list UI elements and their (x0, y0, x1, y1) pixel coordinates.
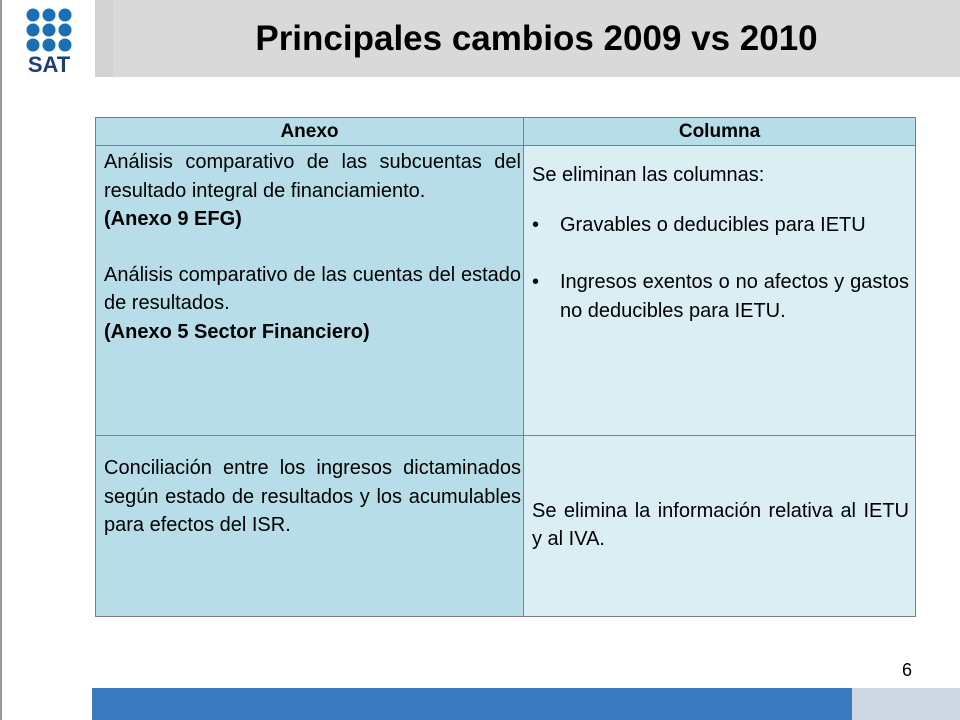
footer-band-light (852, 688, 960, 720)
svg-text:SAT: SAT (27, 52, 71, 74)
anexo-description: Análisis comparativo de las subcuentas del resultado integral de financiamiento. (104, 151, 521, 202)
bullet-icon: • (532, 271, 540, 293)
anexo-reference: (Anexo 9 EFG) (104, 208, 242, 230)
columna-bullet-list (532, 211, 909, 326)
changes-table (95, 117, 916, 617)
table-row (96, 146, 916, 436)
columna-text: Se elimina la información relativa al IETU y al IVA. (532, 499, 909, 550)
anexo-description: Conciliación entre los ingresos dictaminados según estado de resultados y los acumulables para efectos del ISR. (104, 457, 521, 536)
anexo-description: Análisis comparativo de las cuentas del estado de resultados. (104, 263, 521, 314)
bullet-icon: • (532, 213, 540, 236)
list-item (532, 211, 909, 240)
table-header-row (96, 118, 916, 146)
sat-logo-icon (8, 6, 90, 74)
footer-band (92, 688, 852, 720)
list-item (532, 268, 909, 325)
left-border-line (0, 0, 2, 720)
columna-cell-2 (524, 436, 916, 617)
header-anexo: Anexo (96, 118, 524, 146)
anexo-cell-1 (96, 146, 524, 436)
anexo-cell-2 (96, 436, 524, 617)
columna-intro: Se eliminan las columnas: (532, 164, 765, 186)
header-accent (95, 0, 113, 77)
list-item-text: Ingresos exentos o no afectos y gastos no deducibles para IETU. (560, 271, 909, 322)
list-item-text: Gravables o deducibles para IETU (560, 213, 866, 236)
header-columna: Columna (524, 118, 916, 146)
table-row (96, 436, 916, 617)
page-number: 6 (901, 660, 912, 680)
columna-cell-1 (524, 146, 916, 436)
anexo-reference: (Anexo 5 Sector Financiero) (104, 320, 370, 343)
page-title: Principales cambios 2009 vs 2010 (255, 18, 818, 58)
